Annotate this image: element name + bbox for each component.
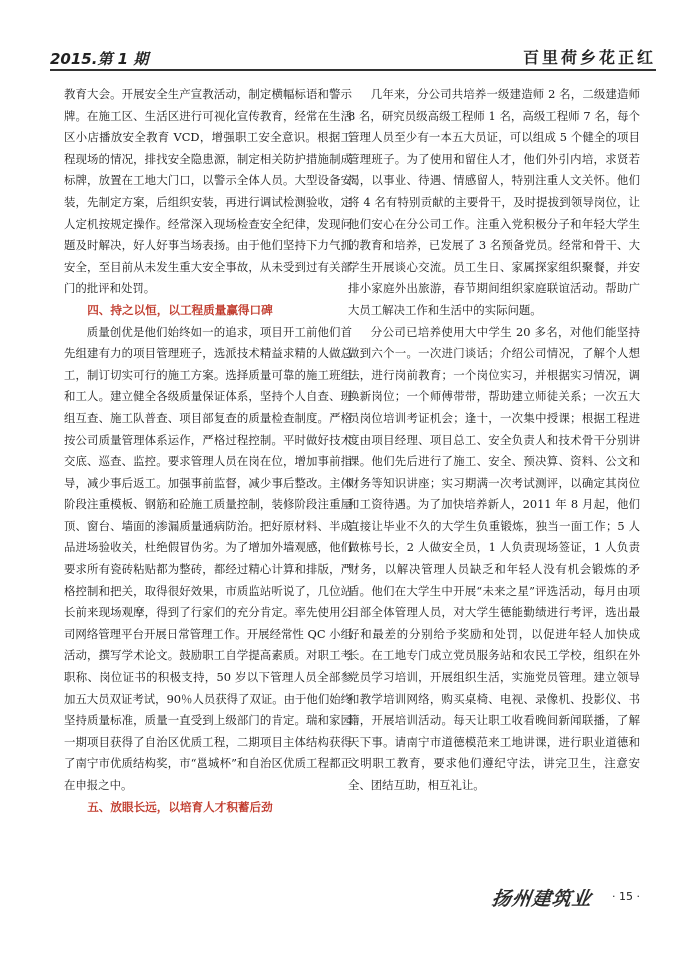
right-column bbox=[348, 84, 640, 797]
paragraph: 质量创优是他们始终如一的追求，项目开工前他们首先组建有力的项目管理班子，选派技术精益求精的人做总工，制订切实可行的施工方案。选择质量可靠的施工班组和工人。建立健全各级质量保证体系，坚持个人自查、班组互查、施工队普查、项目部复查的质量检查制度。严格按公司质量管理体系运作，严格过程控制。平时做好技术交底、巡查、监控。要求管理人员在岗在位，增加事前指导，减少事后返工。加强事前监督，减少事后整改。主体阶段注重模板、钢筋和砼施工质量控制，装修阶段注重屋顶、窗台、墙面的渗漏质量通病防治。把好原材料、半成品进场验收关，杜绝假冒伪劣。为了增加外墙观感，他们要求所有瓷砖粘贴都为整砖，都经过精心计算和排版，严格控制和把关，取得很好效果，市质监站听说了，几位站长前来现场观摩，得到了行家们的充分肯定。率先使用公司网络管理平台开展日常管理工作。开展经常性 QC 小组活动，撰写学术论文。鼓励职工自学提高素质。对职工考职称、岗位证书的积极支持，50 岁以下管理人员全部参加五大员双证考试，90％人员获得了双证。由于他们始终坚持质量标准，质量一直受到上级部门的肯定。瑞和家园一期项目获得了自治区优质工程，二期项目主体结构获得了南宁市优质结构奖，市“邕城杯”和自治区优质工程都正在申报之中。 bbox=[64, 324, 352, 792]
paragraph: 分公司已培养使用大中学生 20 多名，对他们能坚持做到六个一。一次进门谈话；介绍公司情况，了解个人想法，进行岗前教育；一个岗位实习，并根据实习情况，调换新岗位；一个师傅带带，帮助建立师徒关系；一次五大员岗位培训考证机会；逢十，一次集中授课；根据工程进度由项目经理、项目总工、安全负责人和技术骨干分别讲课。他们先后进行了施工、安全、预决算、资料、公文和财务等知识讲座；实习期满一次考试测评，以确定其岗位和工资待遇。为了加快培养新人，2011 年 8 月起，他们直接让毕业不久的大学生负重锻炼，独当一面工作；5 人做栋号长，2 人做安全员，1 人负责现场签证，1 人负责财务，以解决管理人员缺乏和年轻人没有机会锻炼的矛盾。他们在大学生中开展“未来之星”评选活动，每月由项目部全体管理人员，对大学生德能勤绩进行考评，选出最好和最差的分别给予奖励和处罚，以促进年轻人加快成长。在工地专门成立党员服务站和农民工学校，组织在外党员学习培训，开展组织生活，实施党员管理。建立领导和教学培训网络，购买桌椅、电视、录像机、投影仪、书籍，开展培训活动。每天让职工收看晚间新闻联播，了解天下事。请南宁市道德模范来工地讲课，进行职业道德和文明职工教育，要求他们遵纪守法，讲完卫生，注意安全、团结互助，相互礼让。 bbox=[348, 324, 640, 792]
column-title: 百里荷乡花正红 bbox=[522, 48, 656, 67]
paragraph: 教育大会。开展安全生产宣教活动，制定横幅标语和警示牌。在施工区、生活区进行可视化宣传教育，经常在生活区小店播放安全教育 VCD，增强职工安全意识。根据工程现场的情况，排找安全隐患源，制定相关防护措施制成标牌，放置在工地大门口，以警示全体人员。大型设备安装，先制定方案，后组织安装，再进行调试检测验收，定人定机按规定操作。经常深入现场检查安全纪律，发现问题及时解决，好人好事当场表扬。由于他们坚持下力气抓安全，至目前从未发生重大安全事故，从未受到过有关部门的批评和处罚。 bbox=[64, 87, 352, 296]
section-heading: 四、持之以恒，以工程质量赢得口碑 bbox=[87, 302, 273, 317]
page-header bbox=[50, 42, 656, 72]
paragraph: 几年来，分公司共培养一级建造师 2 名，二级建造师 8 名，研究员级高级工程师 1 名，高级工程师 7 名，每个管理人员至少有一本五大员证，可以组成 5 个健全的项目管理班子。为了使用和留住人才，他们外引内培，求贤若渴，以事业、待遇、情感留人，特别注重人文关怀。他们将 4 名有特别贡献的主要骨干，及时提拔到领导岗位，让他们安心在分公司工作。注重入党积极分子和年轻大学生的教育和培养，已发展了 3 名预备党员。经常和骨干、大学生开展谈心交流。员工生日、家属探家组织聚餐，并安排小家庭外出旅游，春节期间组织家庭联谊活动。帮助广大员工解决工作和生活中的实际问题。 bbox=[348, 87, 640, 317]
issue-number: 2015.第 1 期 bbox=[50, 50, 149, 68]
header-divider bbox=[50, 69, 656, 71]
section-heading: 五、放眼长远，以培育人才积蓄后劲 bbox=[87, 799, 273, 814]
magazine-logo: 扬州建筑业 bbox=[490, 888, 594, 910]
page-number: · 15 · bbox=[612, 890, 640, 903]
left-column bbox=[64, 84, 352, 818]
page-footer bbox=[440, 884, 640, 924]
